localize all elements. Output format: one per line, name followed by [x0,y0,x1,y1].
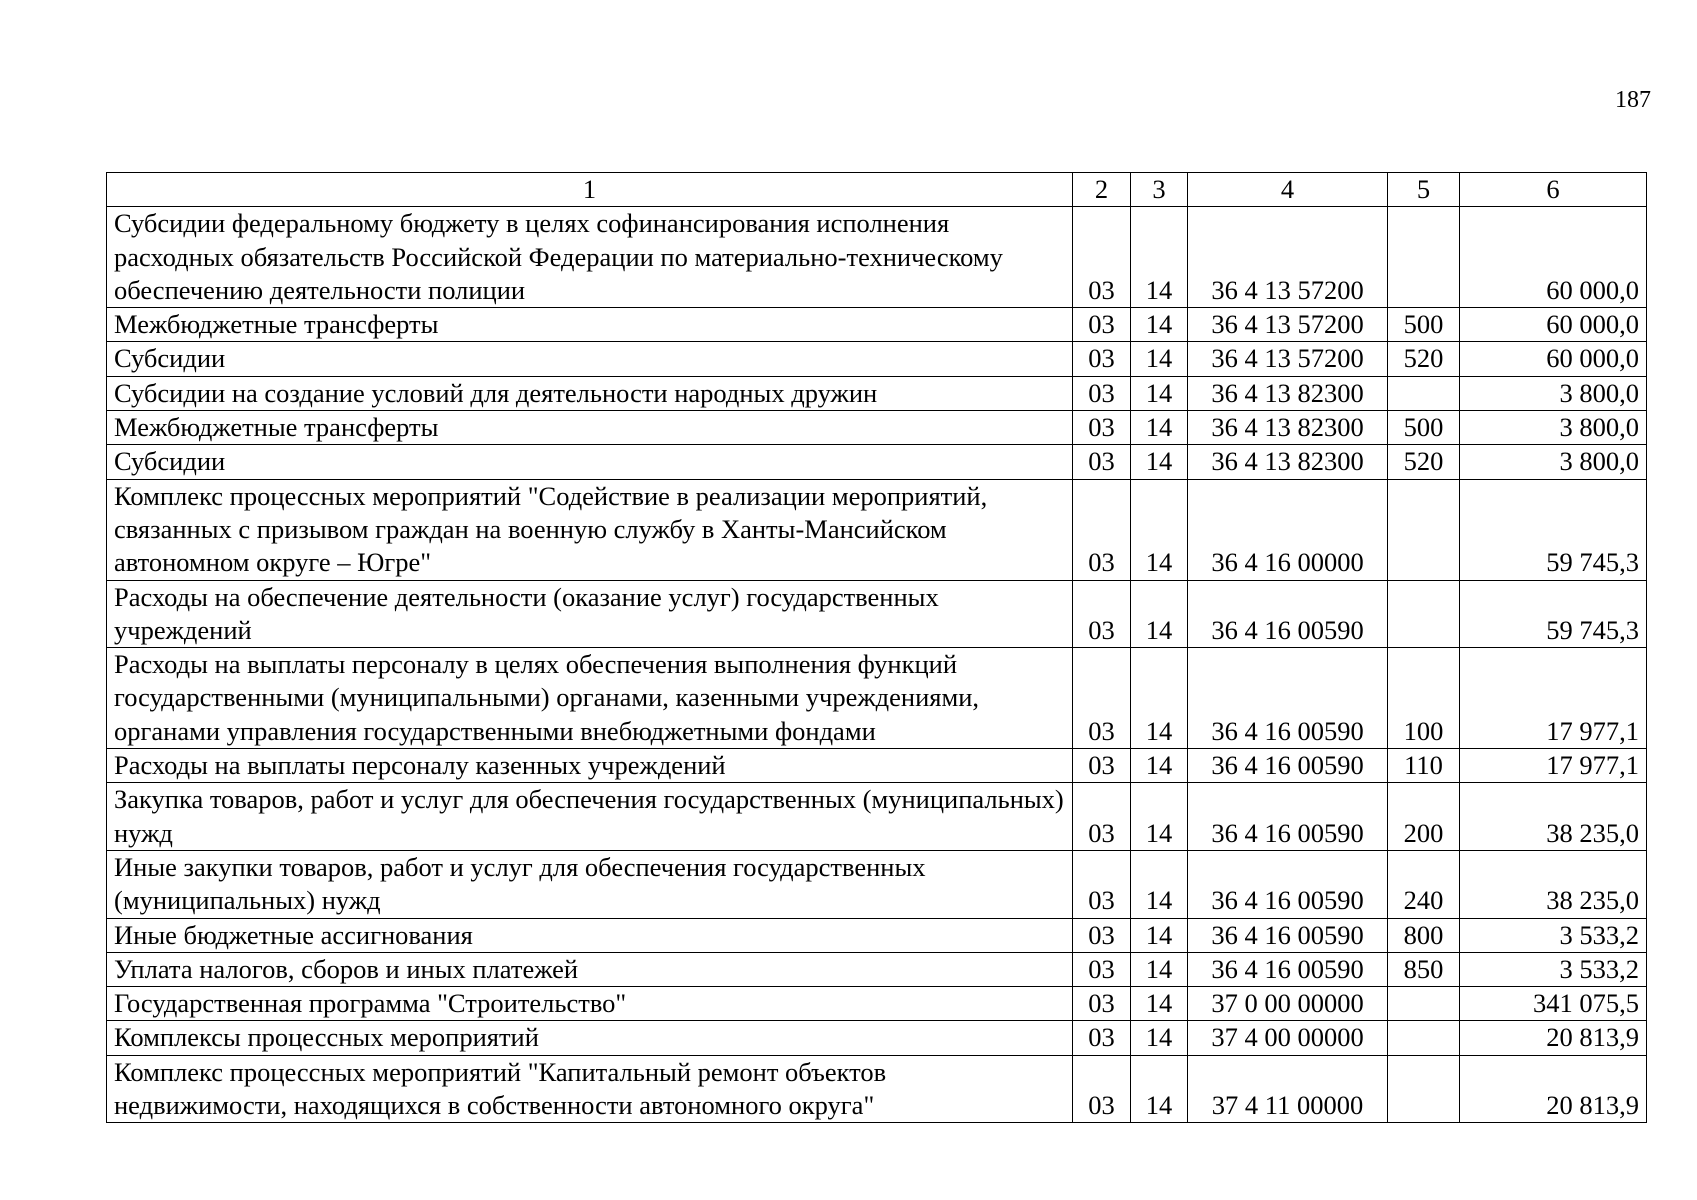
row-section-code: 03 [1073,479,1131,580]
row-section-code: 03 [1073,445,1131,479]
row-amount: 20 813,9 [1460,1021,1647,1055]
row-expense-type: 110 [1388,749,1460,783]
row-amount: 3 800,0 [1460,411,1647,445]
row-target-article: 36 4 16 00000 [1188,479,1388,580]
row-amount: 3 800,0 [1460,445,1647,479]
table-row [107,207,1647,308]
row-name: Субсидии федеральному бюджету в целях софинансирования исполнения расходных обязательств Российской Федерации по материально-техническому обеспечению деятельности полиции [107,207,1073,308]
row-target-article: 36 4 16 00590 [1188,648,1388,749]
row-section-code: 03 [1073,411,1131,445]
row-section-code: 03 [1073,918,1131,952]
row-subsection-code: 14 [1131,411,1188,445]
row-subsection-code: 14 [1131,479,1188,580]
row-target-article: 36 4 13 82300 [1188,376,1388,410]
row-target-article: 36 4 16 00590 [1188,580,1388,648]
row-subsection-code: 14 [1131,376,1188,410]
row-section-code: 03 [1073,1021,1131,1055]
row-target-article: 37 0 00 00000 [1188,987,1388,1021]
row-subsection-code: 14 [1131,580,1188,648]
table-row [107,987,1647,1021]
row-amount: 17 977,1 [1460,648,1647,749]
row-expense-type: 800 [1388,918,1460,952]
row-name: Комплексы процессных мероприятий [107,1021,1073,1055]
row-section-code: 03 [1073,1055,1131,1123]
row-amount: 17 977,1 [1460,749,1647,783]
row-subsection-code: 14 [1131,648,1188,749]
row-section-code: 03 [1073,580,1131,648]
row-amount: 60 000,0 [1460,308,1647,342]
table-row [107,850,1647,918]
row-amount: 59 745,3 [1460,580,1647,648]
header-col-2: 2 [1073,173,1131,207]
row-amount: 341 075,5 [1460,987,1647,1021]
row-subsection-code: 14 [1131,445,1188,479]
table-row [107,749,1647,783]
page-number: 187 [1615,87,1651,113]
row-amount: 3 533,2 [1460,918,1647,952]
row-name: Закупка товаров, работ и услуг для обеспечения государственных (муниципальных) нужд [107,783,1073,851]
row-subsection-code: 14 [1131,918,1188,952]
table-row [107,918,1647,952]
row-name: Субсидии [107,445,1073,479]
row-subsection-code: 14 [1131,1055,1188,1123]
row-target-article: 36 4 13 82300 [1188,445,1388,479]
table-row [107,308,1647,342]
row-name: Расходы на выплаты персоналу казенных учреждений [107,749,1073,783]
table-row [107,1055,1647,1123]
table-row [107,411,1647,445]
table-row [107,445,1647,479]
row-section-code: 03 [1073,207,1131,308]
row-subsection-code: 14 [1131,952,1188,986]
row-target-article: 36 4 13 82300 [1188,411,1388,445]
header-col-1: 1 [107,173,1073,207]
header-col-5: 5 [1388,173,1460,207]
row-subsection-code: 14 [1131,1021,1188,1055]
table-row [107,783,1647,851]
row-name: Иные бюджетные ассигнования [107,918,1073,952]
row-expense-type: 520 [1388,342,1460,376]
row-expense-type: 500 [1388,308,1460,342]
row-subsection-code: 14 [1131,308,1188,342]
row-target-article: 36 4 13 57200 [1188,342,1388,376]
row-name: Расходы на обеспечение деятельности (оказание услуг) государственных учреждений [107,580,1073,648]
row-target-article: 36 4 16 00590 [1188,918,1388,952]
row-name: Субсидии [107,342,1073,376]
row-subsection-code: 14 [1131,850,1188,918]
row-name: Государственная программа "Строительство" [107,987,1073,1021]
header-row [107,173,1647,207]
row-amount: 38 235,0 [1460,783,1647,851]
table-row [107,1021,1647,1055]
row-name: Межбюджетные трансферты [107,411,1073,445]
budget-table [106,172,1647,1123]
row-name: Иные закупки товаров, работ и услуг для обеспечения государственных (муниципальных) нужд [107,850,1073,918]
row-target-article: 36 4 13 57200 [1188,207,1388,308]
header-col-4: 4 [1188,173,1388,207]
row-amount: 3 533,2 [1460,952,1647,986]
row-amount: 59 745,3 [1460,479,1647,580]
row-section-code: 03 [1073,952,1131,986]
table-body [107,207,1647,1123]
row-section-code: 03 [1073,987,1131,1021]
row-expense-type: 200 [1388,783,1460,851]
row-section-code: 03 [1073,749,1131,783]
row-target-article: 36 4 16 00590 [1188,749,1388,783]
row-subsection-code: 14 [1131,987,1188,1021]
row-section-code: 03 [1073,342,1131,376]
row-subsection-code: 14 [1131,342,1188,376]
row-amount: 38 235,0 [1460,850,1647,918]
row-expense-type [1388,479,1460,580]
table-row [107,376,1647,410]
row-expense-type: 100 [1388,648,1460,749]
row-expense-type [1388,580,1460,648]
row-expense-type: 240 [1388,850,1460,918]
table-row [107,952,1647,986]
row-target-article: 36 4 16 00590 [1188,783,1388,851]
row-target-article: 36 4 16 00590 [1188,850,1388,918]
row-name: Комплекс процессных мероприятий "Капитальный ремонт объектов недвижимости, находящихся в собственности автономного округа" [107,1055,1073,1123]
row-subsection-code: 14 [1131,207,1188,308]
row-subsection-code: 14 [1131,783,1188,851]
header-col-6: 6 [1460,173,1647,207]
row-section-code: 03 [1073,376,1131,410]
row-target-article: 36 4 13 57200 [1188,308,1388,342]
row-subsection-code: 14 [1131,749,1188,783]
table-row [107,342,1647,376]
row-amount: 20 813,9 [1460,1055,1647,1123]
row-expense-type [1388,1055,1460,1123]
row-target-article: 36 4 16 00590 [1188,952,1388,986]
row-name: Расходы на выплаты персоналу в целях обеспечения выполнения функций государственными (муниципальными) органами, казенными учреждениями, органами управления государственными внебюджетными фондами [107,648,1073,749]
row-section-code: 03 [1073,783,1131,851]
row-name: Комплекс процессных мероприятий "Содействие в реализации мероприятий, связанных с призывом граждан на военную службу в Ханты-Мансийском автономном округе – Югре" [107,479,1073,580]
row-expense-type [1388,987,1460,1021]
row-amount: 3 800,0 [1460,376,1647,410]
row-name: Межбюджетные трансферты [107,308,1073,342]
row-expense-type [1388,1021,1460,1055]
row-name: Уплата налогов, сборов и иных платежей [107,952,1073,986]
row-expense-type [1388,207,1460,308]
table-row [107,648,1647,749]
table-row [107,479,1647,580]
row-expense-type: 850 [1388,952,1460,986]
row-amount: 60 000,0 [1460,342,1647,376]
row-expense-type [1388,376,1460,410]
row-expense-type: 500 [1388,411,1460,445]
row-section-code: 03 [1073,850,1131,918]
row-target-article: 37 4 11 00000 [1188,1055,1388,1123]
table-row [107,580,1647,648]
row-amount: 60 000,0 [1460,207,1647,308]
row-section-code: 03 [1073,308,1131,342]
row-name: Субсидии на создание условий для деятельности народных дружин [107,376,1073,410]
row-target-article: 37 4 00 00000 [1188,1021,1388,1055]
row-expense-type: 520 [1388,445,1460,479]
row-section-code: 03 [1073,648,1131,749]
header-col-3: 3 [1131,173,1188,207]
